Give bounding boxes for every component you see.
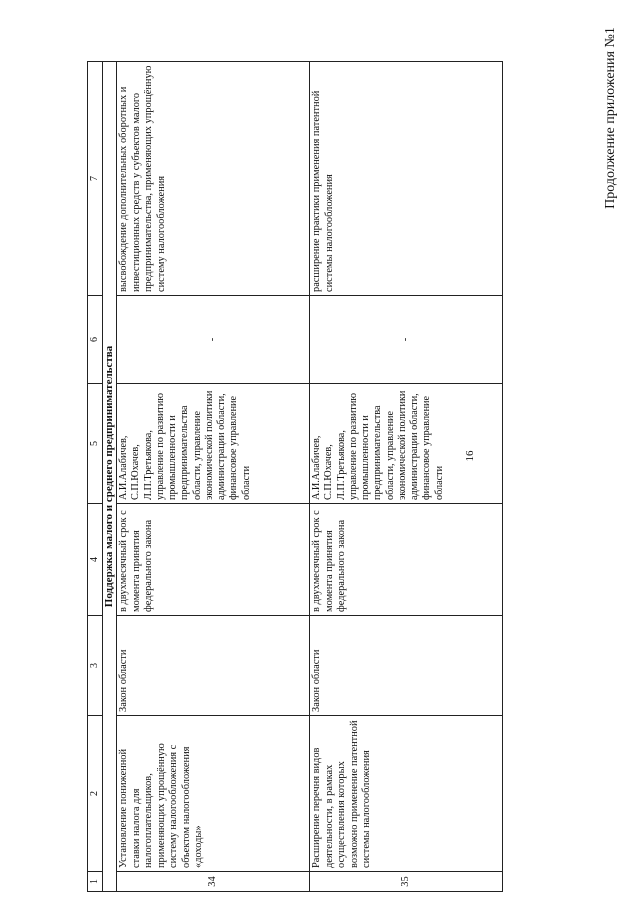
column-number: 3 (88, 616, 103, 716)
measures-table (87, 61, 503, 892)
annex-title: Продолжение приложения №1 (603, 27, 618, 209)
term-cell: в двухмесячный срок с момента принятия федерального закона (117, 504, 310, 616)
column6-cell: - (310, 296, 503, 384)
section-row (103, 62, 117, 892)
result-cell: высвобождение дополнительных оборотных и инвестиционных средств у субъектов малого предпринимательства, применяющих упрощённую систему налогообложения (117, 62, 310, 296)
column-number: 1 (88, 872, 103, 892)
section-title: Поддержка малого и среднего предпринимательства (103, 62, 117, 892)
page-number: 16 (464, 450, 476, 462)
table-row (310, 62, 503, 892)
row-number: 35 (310, 872, 503, 892)
result-cell: расширение практики применения патентной системы налогообложения (310, 62, 503, 296)
column6-cell: - (117, 296, 310, 384)
column-number: 6 (88, 296, 103, 384)
column-number: 5 (88, 384, 103, 504)
executors-cell: А.И.Алабичев, С.П.Юхачев, Л.П.Третьякова, управление по развитию промышленности и предпринимательства области, управление экономической политики администрации области, финансовое управление области (117, 384, 310, 504)
row-number: 34 (117, 872, 310, 892)
column-number-row (88, 62, 103, 892)
table-row (117, 62, 310, 892)
executors-cell: А.И.Алабичев, С.П.Юхачев, Л.П.Третьякова, управление по развитию промышленности и предпринимательства области, управление экономической политики администрации области, финансовое управление области (310, 384, 503, 504)
column-number: 4 (88, 504, 103, 616)
term-cell: в двухмесячный срок с момента принятия федерального закона (310, 504, 503, 616)
column-number: 2 (88, 716, 103, 872)
document-cell: Закон области (310, 616, 503, 716)
document-cell: Закон области (117, 616, 310, 716)
measure-cell: Расширение перечня видов деятельности, в рамках осуществления которых возможно применение патентной системы налогообложения (310, 716, 503, 872)
measure-cell: Установление пониженной ставки налога для налогоплательщиков, применяющих упрощённую систему налогообложения с объектом налогообложения «доходы» (117, 716, 310, 872)
column-number: 7 (88, 62, 103, 296)
